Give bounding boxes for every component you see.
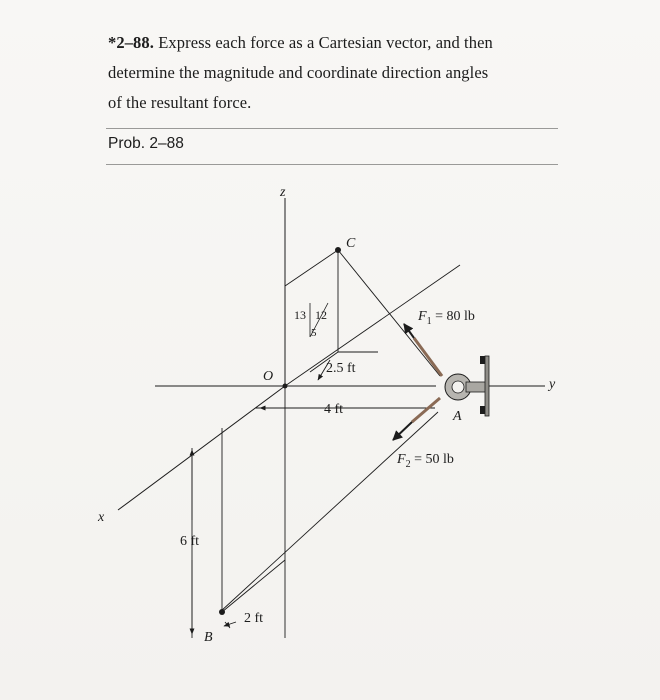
point-c-dot	[335, 247, 341, 253]
force-f2	[393, 398, 440, 440]
wall-plate	[485, 356, 489, 416]
label-y: y	[549, 377, 556, 392]
problem-line-1-text: Express each force as a Cartesian vector, and then	[158, 33, 493, 52]
label-b: B	[204, 630, 213, 645]
label-c: C	[346, 236, 356, 251]
label-x: x	[98, 510, 105, 525]
bolt-top	[480, 356, 485, 364]
ring-bracket	[445, 356, 489, 416]
f1-subscript: 1	[426, 316, 432, 327]
ring-inner	[452, 381, 464, 393]
f2-arrow	[393, 422, 412, 440]
f2-label	[396, 452, 454, 470]
figure-label: Prob. 2–88	[108, 135, 184, 152]
points	[219, 247, 344, 615]
slope-label-13: 13	[294, 308, 306, 322]
f1-cable	[414, 338, 442, 376]
x-axis	[118, 386, 285, 510]
bolt-bottom	[480, 406, 485, 414]
dim-2-5ft-label: 2.5 ft	[326, 361, 356, 376]
problem-line-2: determine the magnitude and coordinate direction angles	[108, 63, 489, 82]
label-a: A	[453, 409, 462, 424]
slope-label-5: 5	[311, 327, 317, 339]
slope-to-c	[285, 250, 338, 286]
dim-2ft-label: 2 ft	[244, 611, 264, 626]
f2-symbol: F	[397, 452, 406, 467]
f2-cable	[412, 398, 440, 422]
label-o: O	[263, 369, 274, 384]
b-base-line	[222, 560, 285, 612]
plane-line-b-to-a	[220, 412, 438, 612]
force-f1	[404, 324, 442, 376]
f1-label	[417, 309, 475, 327]
problem-number: *2–88.	[108, 33, 154, 52]
dim-6ft-label: 6 ft	[180, 534, 200, 549]
point-b-dot	[219, 609, 225, 615]
f1-symbol: F	[418, 309, 427, 324]
f1-value: = 80 lb	[431, 309, 475, 324]
f2-subscript: 2	[405, 459, 411, 470]
point-o-dot	[283, 384, 288, 389]
label-z: z	[280, 185, 286, 200]
dim-4ft-label: 4 ft	[324, 402, 344, 417]
f1-arrow	[404, 324, 414, 338]
dimension-arrows	[192, 360, 330, 634]
problem-line-3: of the resultant force.	[108, 93, 252, 112]
slope-label-12: 12	[315, 308, 327, 322]
bracket-arm	[466, 382, 486, 392]
f2-value: = 50 lb	[410, 452, 454, 467]
